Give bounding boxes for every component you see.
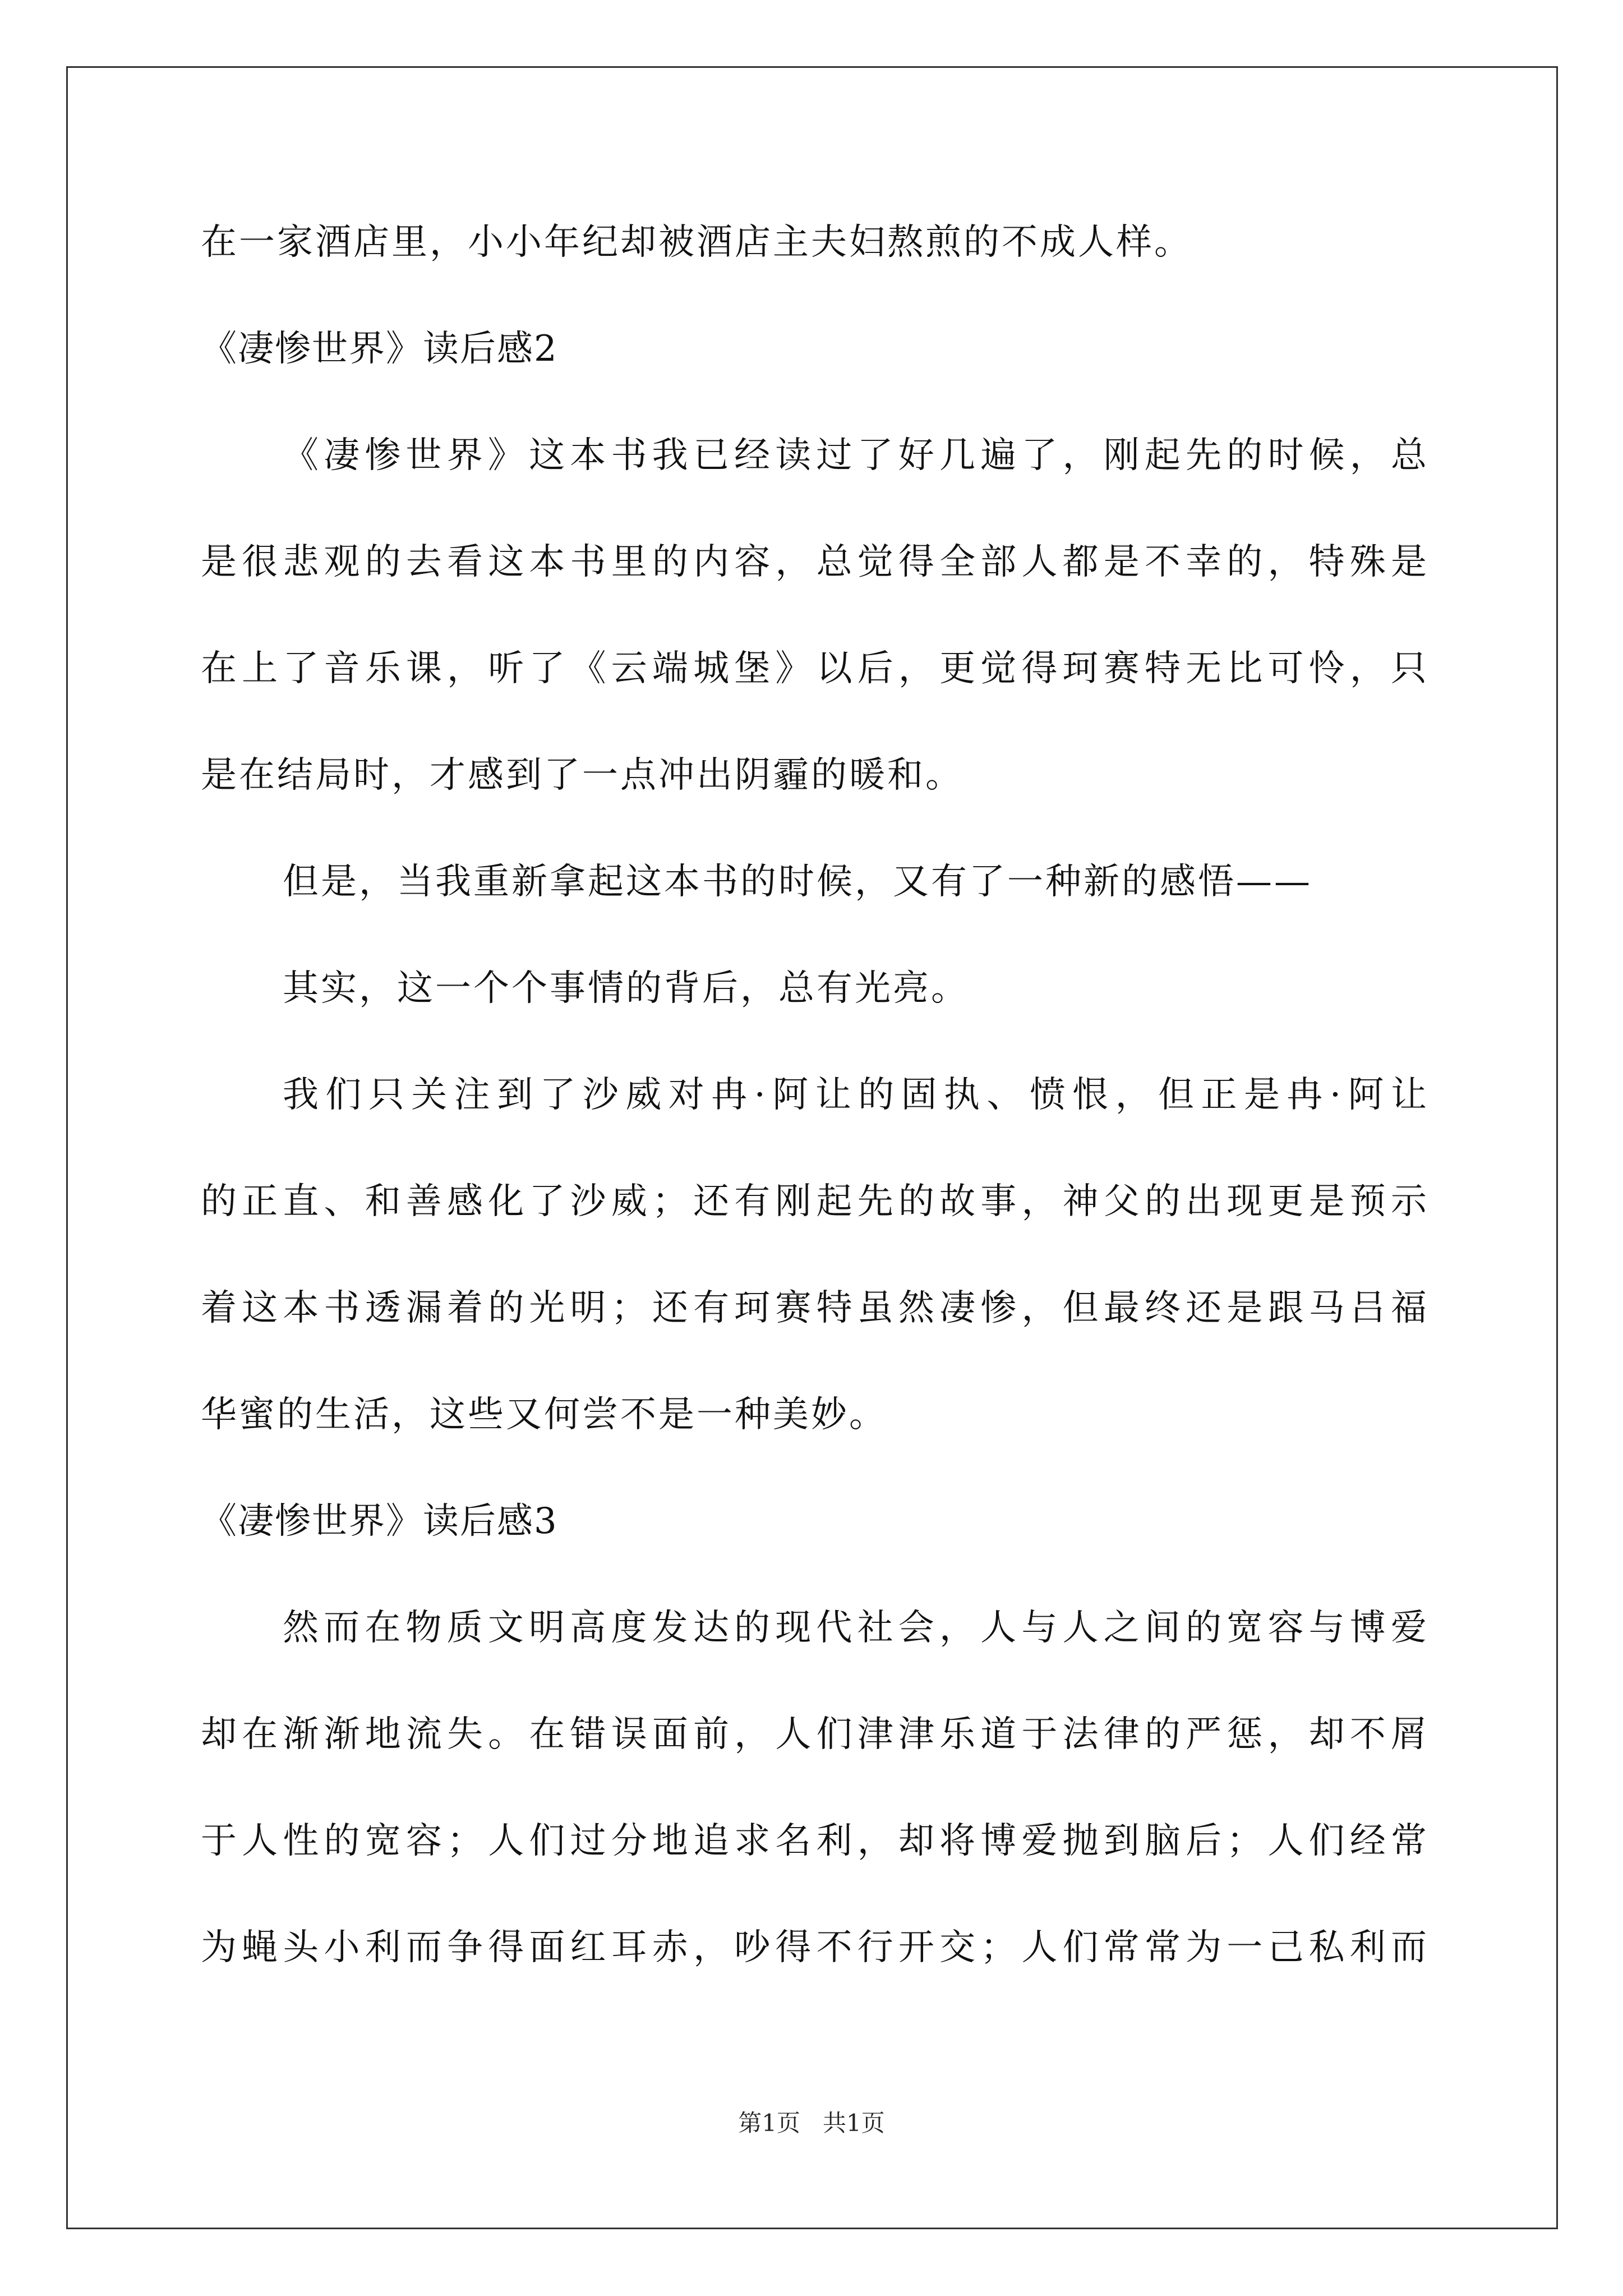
section-heading: 《凄惨世界》读后感2 [201, 328, 558, 370]
paragraph-line: 是在结局时，才感到了一点冲出阴霾的暖和。 [201, 754, 963, 796]
page-number: 第1页 [738, 2109, 800, 2137]
paragraph-line: 是很悲观的去看这本书里的内容，总觉得全部人都是不幸的，特殊是 [201, 541, 1429, 583]
paragraph-line: 着这本书透漏着的光明；还有珂赛特虽然凄惨，但最终还是跟马吕福 [201, 1287, 1429, 1329]
paragraph-line: 《凄惨世界》这本书我已经读过了好几遍了，刚起先的时候，总 [283, 435, 1429, 476]
paragraph-line: 却在渐渐地流失。在错误面前，人们津津乐道于法律的严惩，却不屑 [201, 1714, 1429, 1755]
paragraph-line: 其实，这一个个事情的背后，总有光亮。 [283, 968, 969, 1009]
section-heading: 《凄惨世界》读后感3 [201, 1501, 558, 1542]
paragraph-line: 但是，当我重新拿起这本书的时候，又有了一种新的感悟—— [283, 861, 1312, 903]
paragraph-line: 华蜜的生活，这些又何尝不是一种美妙。 [201, 1394, 887, 1435]
paragraph-line: 的正直、和善感化了沙威；还有刚起先的故事，神父的出现更是预示 [201, 1181, 1429, 1222]
document-body [201, 215, 1429, 2027]
paragraph-line: 为蝇头小利而争得面红耳赤，吵得不行开交；人们常常为一己私利而 [201, 1927, 1429, 1968]
page-total: 共1页 [823, 2109, 885, 2137]
paragraph-line: 然而在物质文明高度发达的现代社会，人与人之间的宽容与博爱 [283, 1607, 1429, 1649]
paragraph-line: 于人性的宽容；人们过分地追求名利，却将博爱抛到脑后；人们经常 [201, 1820, 1429, 1862]
paragraph-line: 我们只关注到了沙威对冉·阿让的固执、愤恨，但正是冉·阿让 [283, 1074, 1429, 1116]
page-footer [0, 2109, 1623, 2137]
paragraph-line: 在一家酒店里，小小年纪却被酒店主夫妇熬煎的不成人样。 [201, 222, 1192, 263]
paragraph-line: 在上了音乐课，听了《云端城堡》以后，更觉得珂赛特无比可怜，只 [201, 648, 1429, 689]
